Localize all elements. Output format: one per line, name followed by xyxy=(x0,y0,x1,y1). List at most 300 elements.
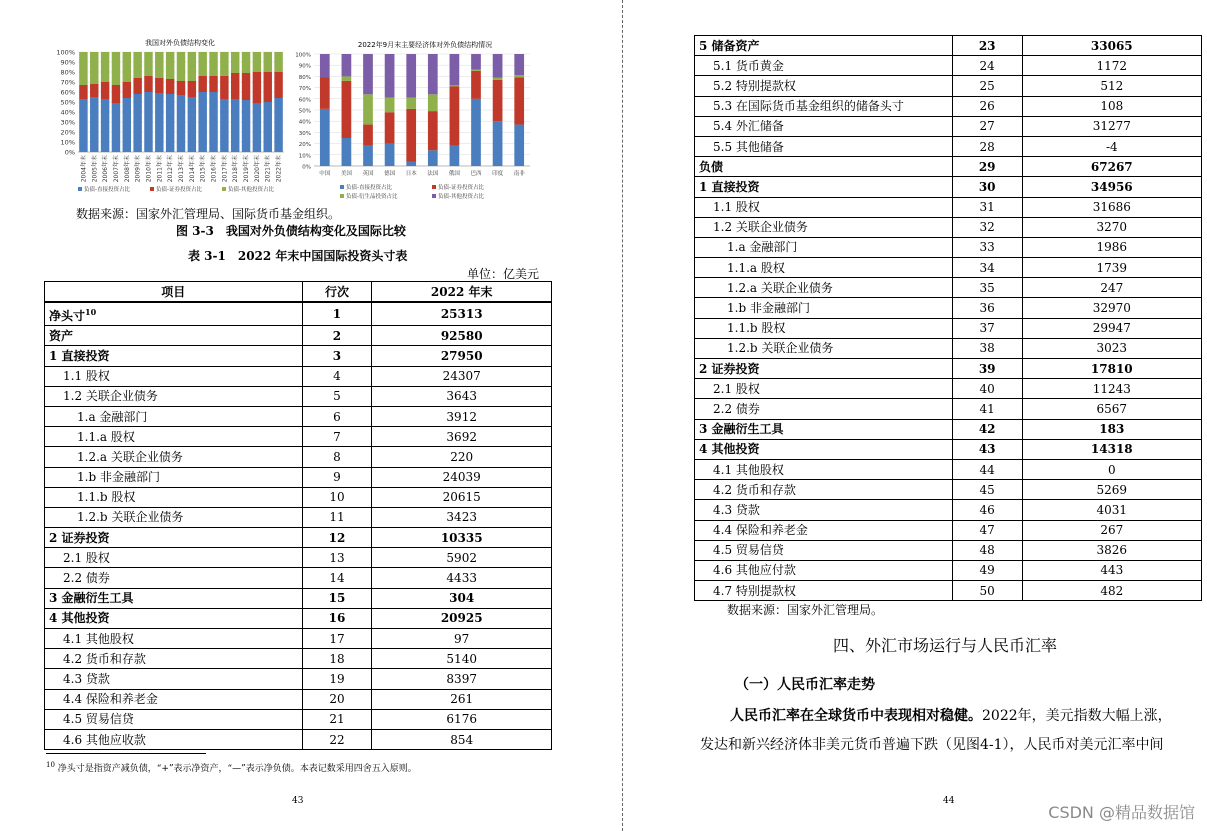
row-line: 40 xyxy=(952,379,1022,399)
chart2 xyxy=(290,44,552,209)
footnote-rule xyxy=(46,753,206,754)
table-row xyxy=(45,689,552,709)
table-row xyxy=(45,729,552,749)
row-line: 20 xyxy=(302,689,372,709)
category-label: 2005年末 xyxy=(91,155,99,183)
row-line: 19 xyxy=(302,669,372,689)
row-value: 183 xyxy=(1022,419,1201,439)
row-value: 443 xyxy=(1022,560,1201,580)
table-row xyxy=(45,649,552,669)
bar-segment xyxy=(90,97,98,152)
bar-segment xyxy=(123,82,131,98)
bar-segment xyxy=(320,54,330,78)
figure-caption: 图 3-3 我国对外负债结构变化及国际比较 xyxy=(176,224,406,238)
category-label: 法国 xyxy=(427,171,439,177)
bar-segment xyxy=(363,94,373,124)
bar-segment xyxy=(79,52,87,85)
row-item-text: 4.3 贷款 xyxy=(63,671,110,686)
table-row xyxy=(45,406,552,426)
row-line: 44 xyxy=(952,459,1022,479)
row-value: 24039 xyxy=(372,467,552,487)
paragraph-line2: 发达和新兴经济体非美元货币普遍下跌（见图4-1），人民币对美元汇率中间 xyxy=(700,737,1164,753)
row-value: 97 xyxy=(372,629,552,649)
row-item xyxy=(695,76,953,96)
bar-segment xyxy=(166,79,174,94)
row-item-text: 4.1 其他股权 xyxy=(63,631,134,646)
row-line: 4 xyxy=(302,366,372,386)
table-row xyxy=(45,302,552,326)
row-line: 42 xyxy=(952,419,1022,439)
bar-segment xyxy=(406,54,416,98)
category-label: 英国 xyxy=(362,171,374,177)
row-item xyxy=(695,419,953,439)
table-row xyxy=(695,439,1202,459)
row-line: 22 xyxy=(302,729,372,749)
table-caption: 表 3-1 2022 年末中国国际投资头寸表 xyxy=(188,249,408,263)
footnote-text: 净头寸是指资产减负债，“+”表示净资产，“—”表示净负债。本表记数采用四舍五入原则。 xyxy=(57,764,417,774)
table-row xyxy=(45,588,552,608)
row-line: 43 xyxy=(952,439,1022,459)
bar-segment xyxy=(101,52,109,82)
header-item: 项目 xyxy=(45,282,303,303)
row-item xyxy=(45,649,303,669)
row-item-text: 1.b 非金融部门 xyxy=(727,301,810,316)
category-label: 2006年末 xyxy=(102,155,110,183)
category-label: 日本 xyxy=(405,171,417,177)
paragraph-lead: 人民币汇率在全球货币中表现相对稳健。 xyxy=(730,708,982,724)
row-item xyxy=(695,157,953,177)
bar-segment xyxy=(264,72,272,102)
bar-segment xyxy=(274,72,282,98)
legend-label: 负债-直接投资占比 xyxy=(346,185,392,191)
category-label: 巴西 xyxy=(470,171,482,177)
footnote-mark: 10 xyxy=(46,761,55,769)
bar-segment xyxy=(320,78,330,109)
row-line: 7 xyxy=(302,427,372,447)
table-row xyxy=(695,318,1202,338)
row-item xyxy=(45,709,303,729)
bar-segment xyxy=(198,92,206,152)
y-tick-label: 50% xyxy=(298,108,311,115)
legend-label: 负债-其他投资占比 xyxy=(438,194,484,200)
row-line: 49 xyxy=(952,560,1022,580)
bar-segment xyxy=(90,52,98,84)
row-item-text: 1.1.a 股权 xyxy=(727,260,785,275)
bar-segment xyxy=(450,86,460,145)
y-tick-label: 0% xyxy=(64,148,75,157)
row-line: 47 xyxy=(952,520,1022,540)
row-line: 33 xyxy=(952,237,1022,257)
category-label: 2011年末 xyxy=(156,155,164,183)
row-item xyxy=(695,217,953,237)
bar-segment xyxy=(177,81,185,95)
row-item xyxy=(695,258,953,278)
row-line: 1 xyxy=(302,302,372,326)
bar-segment xyxy=(101,99,109,152)
row-line: 26 xyxy=(952,96,1022,116)
table-row xyxy=(45,366,552,386)
row-value: 33065 xyxy=(1022,36,1201,56)
row-value: 20925 xyxy=(372,608,552,628)
row-line: 27 xyxy=(952,116,1022,136)
page-number-right: 44 xyxy=(943,796,955,806)
row-item-text: 5 储备资产 xyxy=(699,38,760,53)
y-tick-label: 70% xyxy=(298,86,311,93)
bar-segment xyxy=(155,78,163,93)
row-line: 41 xyxy=(952,399,1022,419)
legend-swatch xyxy=(340,185,344,189)
row-item-text: 2.2 债券 xyxy=(713,401,760,416)
bar-segment xyxy=(188,97,196,152)
row-value: 10335 xyxy=(372,528,552,548)
row-item xyxy=(45,669,303,689)
row-item xyxy=(695,560,953,580)
row-item xyxy=(45,588,303,608)
category-label: 2012年末 xyxy=(167,155,175,183)
y-tick-label: 30% xyxy=(60,118,75,127)
bar-segment xyxy=(514,125,524,166)
table-row xyxy=(695,540,1202,560)
row-item xyxy=(45,608,303,628)
table-row xyxy=(695,560,1202,580)
row-value: 27950 xyxy=(372,346,552,366)
category-label: 南非 xyxy=(513,171,525,177)
bar-segment xyxy=(471,70,481,71)
row-item-text: 1.b 非金融部门 xyxy=(77,470,160,485)
row-value: 67267 xyxy=(1022,157,1201,177)
table-row xyxy=(695,419,1202,439)
row-line: 15 xyxy=(302,588,372,608)
bar-segment xyxy=(209,76,217,92)
row-item xyxy=(45,447,303,467)
bar-segment xyxy=(242,73,250,100)
bar-segment xyxy=(133,94,141,152)
row-item-text: 4.4 保险和养老金 xyxy=(63,692,158,707)
bar-segment xyxy=(493,54,503,78)
category-label: 2009年末 xyxy=(134,155,142,183)
bar-segment xyxy=(188,52,196,81)
row-line: 9 xyxy=(302,467,372,487)
row-value: 482 xyxy=(1022,581,1201,601)
bar-segment xyxy=(264,52,272,72)
row-item xyxy=(45,568,303,588)
row-item-text: 2.1 股权 xyxy=(713,381,760,396)
row-value: 247 xyxy=(1022,278,1201,298)
row-item xyxy=(695,520,953,540)
category-label: 2021年末 xyxy=(264,155,272,183)
category-label: 2020年末 xyxy=(253,155,261,183)
bar-segment xyxy=(274,98,282,152)
category-label: 2010年末 xyxy=(145,155,153,183)
table-row xyxy=(695,480,1202,500)
bar-segment xyxy=(264,102,272,152)
row-value: 11243 xyxy=(1022,379,1201,399)
bar-segment xyxy=(385,112,395,143)
bar-segment xyxy=(253,72,261,103)
bar-segment xyxy=(155,52,163,78)
category-label: 2004年末 xyxy=(80,155,88,183)
row-line: 6 xyxy=(302,406,372,426)
row-line: 5 xyxy=(302,386,372,406)
row-value: 267 xyxy=(1022,520,1201,540)
row-item-text: 5.5 其他储备 xyxy=(713,139,784,154)
legend-swatch xyxy=(432,194,436,198)
table-row xyxy=(695,379,1202,399)
row-item-text: 1.2.b 关联企业债务 xyxy=(727,341,834,356)
row-line: 2 xyxy=(302,326,372,346)
row-item xyxy=(695,459,953,479)
row-item xyxy=(695,56,953,76)
table-row xyxy=(695,298,1202,318)
row-item xyxy=(45,689,303,709)
table-row xyxy=(45,427,552,447)
table-row xyxy=(45,467,552,487)
row-item xyxy=(45,427,303,447)
row-value: 3643 xyxy=(372,386,552,406)
row-item-text: 2 证券投资 xyxy=(49,530,110,545)
y-tick-label: 20% xyxy=(60,128,75,137)
row-line: 21 xyxy=(302,709,372,729)
row-line: 23 xyxy=(952,36,1022,56)
bar-segment xyxy=(342,138,352,166)
row-item xyxy=(45,467,303,487)
table-row xyxy=(695,36,1202,56)
row-item xyxy=(45,346,303,366)
paragraph-line1: 2022年，美元指数大幅上涨， xyxy=(982,708,1172,724)
row-line: 17 xyxy=(302,629,372,649)
category-label: 2007年末 xyxy=(112,155,120,183)
table-row xyxy=(695,237,1202,257)
row-value: 6567 xyxy=(1022,399,1201,419)
row-item-text: 1.2.a 关联企业债务 xyxy=(727,280,833,295)
row-item-text: 4.7 特别提款权 xyxy=(713,583,796,598)
row-item xyxy=(695,298,953,318)
table-row xyxy=(45,487,552,507)
row-line: 25 xyxy=(952,76,1022,96)
row-line: 10 xyxy=(302,487,372,507)
bar-segment xyxy=(198,52,206,76)
bar-segment xyxy=(231,52,239,73)
row-item-text: 2.2 债券 xyxy=(63,571,110,586)
row-item-text: 4.2 货币和存款 xyxy=(63,651,146,666)
row-item-text: 3 金融衍生工具 xyxy=(699,422,784,437)
category-label: 2013年末 xyxy=(178,155,185,183)
row-line: 31 xyxy=(952,197,1022,217)
table-row xyxy=(695,197,1202,217)
bar-segment xyxy=(133,52,141,78)
row-item-text: 1.2 关联企业债务 xyxy=(63,389,158,404)
row-item-text: 4.5 贸易信贷 xyxy=(63,712,134,727)
row-item-text: 1.2 关联企业债务 xyxy=(713,220,808,235)
row-item-text: 5.4 外汇储备 xyxy=(713,119,784,134)
row-value: 261 xyxy=(372,689,552,709)
subsection-title: （一）人民币汇率走势 xyxy=(735,677,875,693)
row-line: 12 xyxy=(302,528,372,548)
row-item-text: 4.3 贷款 xyxy=(713,502,760,517)
table-row xyxy=(45,669,552,689)
row-value: 4031 xyxy=(1022,500,1201,520)
row-item xyxy=(695,439,953,459)
bar-segment xyxy=(188,81,196,97)
table-row xyxy=(695,136,1202,156)
bar-segment xyxy=(471,54,481,70)
table-row xyxy=(45,326,552,346)
row-item xyxy=(45,548,303,568)
row-item xyxy=(45,302,303,326)
legend-swatch xyxy=(78,187,82,191)
header-value: 2022 年末 xyxy=(372,282,552,303)
row-line: 24 xyxy=(952,56,1022,76)
y-tick-label: 70% xyxy=(60,78,75,87)
header-line: 行次 xyxy=(302,282,372,303)
row-line: 45 xyxy=(952,480,1022,500)
y-tick-label: 80% xyxy=(60,68,75,77)
row-value: 24307 xyxy=(372,366,552,386)
category-label: 2017年末 xyxy=(221,155,229,183)
category-label: 2018年末 xyxy=(232,155,240,183)
table-row xyxy=(45,528,552,548)
row-item xyxy=(45,326,303,346)
table-row xyxy=(45,447,552,467)
table-row xyxy=(45,346,552,366)
row-value: 14318 xyxy=(1022,439,1201,459)
row-item-text: 负债 xyxy=(699,159,724,174)
row-item xyxy=(695,136,953,156)
row-item-text: 1.a 金融部门 xyxy=(77,409,148,424)
table-row xyxy=(695,157,1202,177)
footnote-ref: 10 xyxy=(85,307,97,318)
bar-segment xyxy=(385,54,395,98)
row-item-text: 1.1.b 股权 xyxy=(727,321,786,336)
bar-segment xyxy=(123,98,131,152)
bar-segment xyxy=(363,146,373,166)
table-row xyxy=(695,359,1202,379)
category-label: 2015年末 xyxy=(199,155,207,183)
row-item xyxy=(695,318,953,338)
row-line: 39 xyxy=(952,359,1022,379)
row-value: 1739 xyxy=(1022,258,1201,278)
row-value: 6176 xyxy=(372,709,552,729)
row-item xyxy=(695,278,953,298)
bar-segment xyxy=(406,109,416,162)
y-tick-label: 90% xyxy=(60,58,75,67)
row-item xyxy=(695,36,953,56)
bar-segment xyxy=(385,98,395,113)
bar-segment xyxy=(471,99,481,166)
row-item xyxy=(695,116,953,136)
row-item-text: 3 金融衍生工具 xyxy=(49,591,134,606)
category-label: 2014年末 xyxy=(188,155,196,183)
row-line: 14 xyxy=(302,568,372,588)
category-label: 中国 xyxy=(319,171,331,177)
chart1 xyxy=(50,44,290,209)
bar-segment xyxy=(177,52,185,81)
legend-label: 负债-证券投资占比 xyxy=(438,185,484,191)
row-value: 854 xyxy=(372,729,552,749)
row-value: 34956 xyxy=(1022,177,1201,197)
row-line: 29 xyxy=(952,157,1022,177)
page-number-left: 43 xyxy=(292,796,304,806)
row-value: 5902 xyxy=(372,548,552,568)
bar-segment xyxy=(471,71,481,99)
legend-label: 负债-直接投资占比 xyxy=(84,187,130,193)
row-item-text: 1.2.b 关联企业债务 xyxy=(77,510,184,525)
table-row xyxy=(695,217,1202,237)
bar-segment xyxy=(514,78,524,125)
category-label: 德国 xyxy=(384,171,396,177)
row-item-text: 2.1 股权 xyxy=(63,550,110,565)
chart2-title: 2022年9月末主要经济体对外负债结构情况 xyxy=(357,41,493,49)
row-line: 3 xyxy=(302,346,372,366)
y-tick-label: 10% xyxy=(60,138,75,147)
table-row xyxy=(45,386,552,406)
table-row xyxy=(695,500,1202,520)
bar-segment xyxy=(363,54,373,94)
iip-table-left xyxy=(44,281,552,750)
bar-segment xyxy=(493,121,503,166)
bar-segment xyxy=(320,109,330,166)
figure-source: 数据来源：国家外汇管理局、国际货币基金组织。 xyxy=(76,207,341,221)
row-value: 3826 xyxy=(1022,540,1201,560)
row-item-text: 4 其他投资 xyxy=(49,611,110,626)
chart1-title: 我国对外负债结构变化 xyxy=(145,39,215,47)
row-item-text: 2 证券投资 xyxy=(699,361,760,376)
legend-swatch xyxy=(150,187,154,191)
row-line: 34 xyxy=(952,258,1022,278)
table-row xyxy=(45,629,552,649)
row-item xyxy=(695,96,953,116)
y-tick-label: 80% xyxy=(298,74,311,81)
row-line: 50 xyxy=(952,581,1022,601)
y-tick-label: 60% xyxy=(298,97,311,104)
table-row xyxy=(45,568,552,588)
page-divider xyxy=(622,0,623,831)
legend-swatch xyxy=(222,187,226,191)
row-value: 29947 xyxy=(1022,318,1201,338)
bar-segment xyxy=(406,162,416,166)
row-line: 37 xyxy=(952,318,1022,338)
row-item-text: 1.1.a 股权 xyxy=(77,429,135,444)
row-value: 17810 xyxy=(1022,359,1201,379)
bar-segment xyxy=(493,80,503,121)
row-line: 36 xyxy=(952,298,1022,318)
bar-segment xyxy=(428,150,438,166)
row-value: 4433 xyxy=(372,568,552,588)
row-item xyxy=(45,406,303,426)
y-tick-label: 20% xyxy=(298,142,311,149)
row-value: 5140 xyxy=(372,649,552,669)
row-value: 1172 xyxy=(1022,56,1201,76)
bar-segment xyxy=(428,54,438,94)
row-item xyxy=(45,366,303,386)
table-row xyxy=(45,608,552,628)
row-value: 32970 xyxy=(1022,298,1201,318)
row-item-text: 1 直接投资 xyxy=(699,179,760,194)
bar-segment xyxy=(144,52,152,76)
bar-segment xyxy=(450,146,460,166)
row-value: 8397 xyxy=(372,669,552,689)
category-label: 2016年末 xyxy=(210,155,218,183)
row-item-text: 1.2.a 关联企业债务 xyxy=(77,449,183,464)
bar-segment xyxy=(166,94,174,152)
y-tick-label: 50% xyxy=(60,98,75,107)
row-value: 3023 xyxy=(1022,338,1201,358)
table-row xyxy=(695,76,1202,96)
bar-segment xyxy=(155,93,163,152)
row-item xyxy=(45,507,303,527)
row-item-text: 4.1 其他股权 xyxy=(713,462,784,477)
category-label: 印度 xyxy=(492,171,504,177)
